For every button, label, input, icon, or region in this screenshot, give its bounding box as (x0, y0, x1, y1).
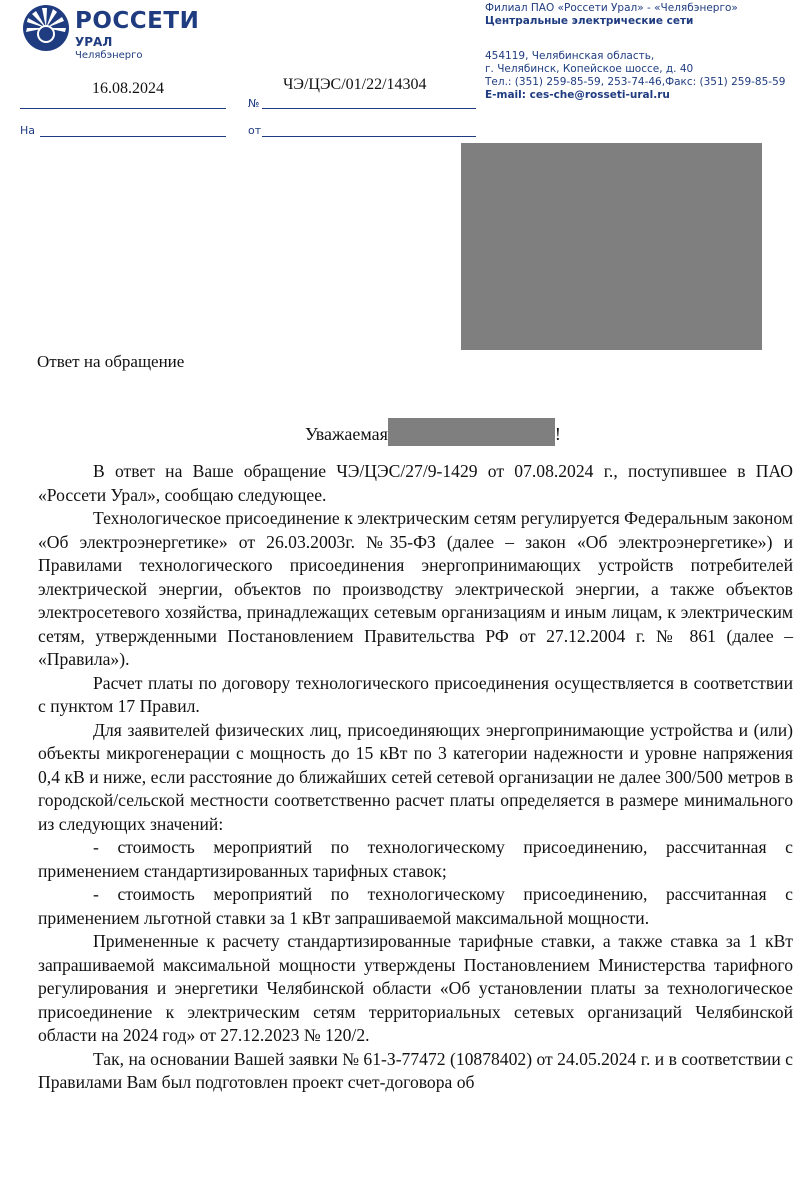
paragraph: Примененные к расчету стандартизированные тарифные ставки, а также ставка за 1 кВт запрашиваемой максимальной мощности утверждены Постановлением Министерства тарифного регулирования и энергетики Челябинской области «Об установлении платы за технологическое присоединение к электрическим сетям территориальных сетевых организаций Челябинской области на 2024 год» от 27.12.2023 № 120/2. (38, 931, 793, 1045)
paragraph: Технологическое присоединение к электрическим сетям регулируется Федеральным законом «Об электроэнергетике» от 26.03.2003г. №35-ФЗ (далее – закон «Об электроэнергетике») и Правилами технологического присоединения энергопринимающих устройств потребителей электрической энергии, объектов по производству электрической энергии, а также объектов электросетевого хозяйства, принадлежащих сетевым организациям и иным лицам, к электрическим сетям, утвержденными Постановлением Правительства РФ от 27.12.2004 г. № 861 (далее – «Правила»). (38, 508, 793, 669)
number-underline (262, 108, 476, 109)
logo-branch: Челябэнерго (75, 50, 143, 61)
letter-subject: Ответ на обращение (37, 352, 185, 371)
paragraph: Для заявителей физических лиц, присоединяющих энергопринимающие устройства и (или) объекты микрогенерации с мощность до 15 кВт по 3 категории надежности и уровне напряжения 0,4 кВ и ниже, если расстояние до ближайших сетей сетевой организации не далее 300/500 метров в городской/сельской местности соответственно расчет платы определяется в размере минимального из следующих значений: (38, 719, 793, 834)
paragraph: Так, на основании Вашей заявки № 61-З-77472 (10878402) от 24.05.2024 г. и в соответствии с Правилами Вам был подготовлен проект счет-договора об (38, 1048, 793, 1092)
logo-name: РОССЕТИ (75, 8, 200, 34)
paragraph: - стоимость мероприятий по технологическому присоединению, рассчитанная с применением льготной ставки за 1 кВт запрашиваемой максимальной мощности. (38, 884, 793, 928)
to-label: На (20, 124, 36, 137)
letter-number: ЧЭ/ЦЭС/01/22/14304 (283, 76, 427, 93)
org-name: Филиал ПАО «Россети Урал» - «Челябэнерго» (485, 2, 738, 14)
to-underline (40, 136, 226, 137)
date-underline (20, 108, 226, 109)
rosseti-emblem-icon (22, 4, 70, 52)
redacted-addressee (461, 143, 762, 350)
org-address-line1: 454119, Челябинская область, (485, 50, 655, 62)
org-email: E-mail: ces-che@rosseti-ural.ru (485, 89, 670, 101)
org-phone: Тел.: (351) 259-85-59, 253-74-46,Факс: (351) 259-85-59 (485, 76, 786, 88)
letter-greeting (305, 418, 561, 446)
organization-details (485, 2, 801, 102)
from-underline (262, 136, 476, 137)
letter-date: 16.08.2024 (92, 80, 164, 97)
paragraph: В ответ на Ваше обращение ЧЭ/ЦЭС/27/9-1429 от 07.08.2024 г., поступившее в ПАО «Россети Урал», сообщаю следующее. (38, 461, 793, 505)
logo-region: УРАЛ (75, 35, 113, 49)
greeting-suffix: ! (554, 424, 561, 444)
paragraph: Расчет платы по договору технологического присоединения осуществляется в соответствии с пунктом 17 Правил. (38, 672, 793, 716)
number-label: № (248, 97, 260, 110)
redacted-name (388, 418, 555, 446)
org-division: Центральные электрические сети (485, 15, 694, 27)
letter-body (38, 460, 793, 1095)
paragraph: - стоимость мероприятий по технологическому присоединению, рассчитанная с применением стандартизированных тарифных ставок; (38, 837, 793, 881)
greeting-prefix: Уважаемая (305, 424, 388, 444)
org-address-line2: г. Челябинск, Копейское шоссе, д. 40 (485, 63, 694, 75)
from-label: от (248, 124, 262, 137)
company-logo (22, 4, 242, 66)
